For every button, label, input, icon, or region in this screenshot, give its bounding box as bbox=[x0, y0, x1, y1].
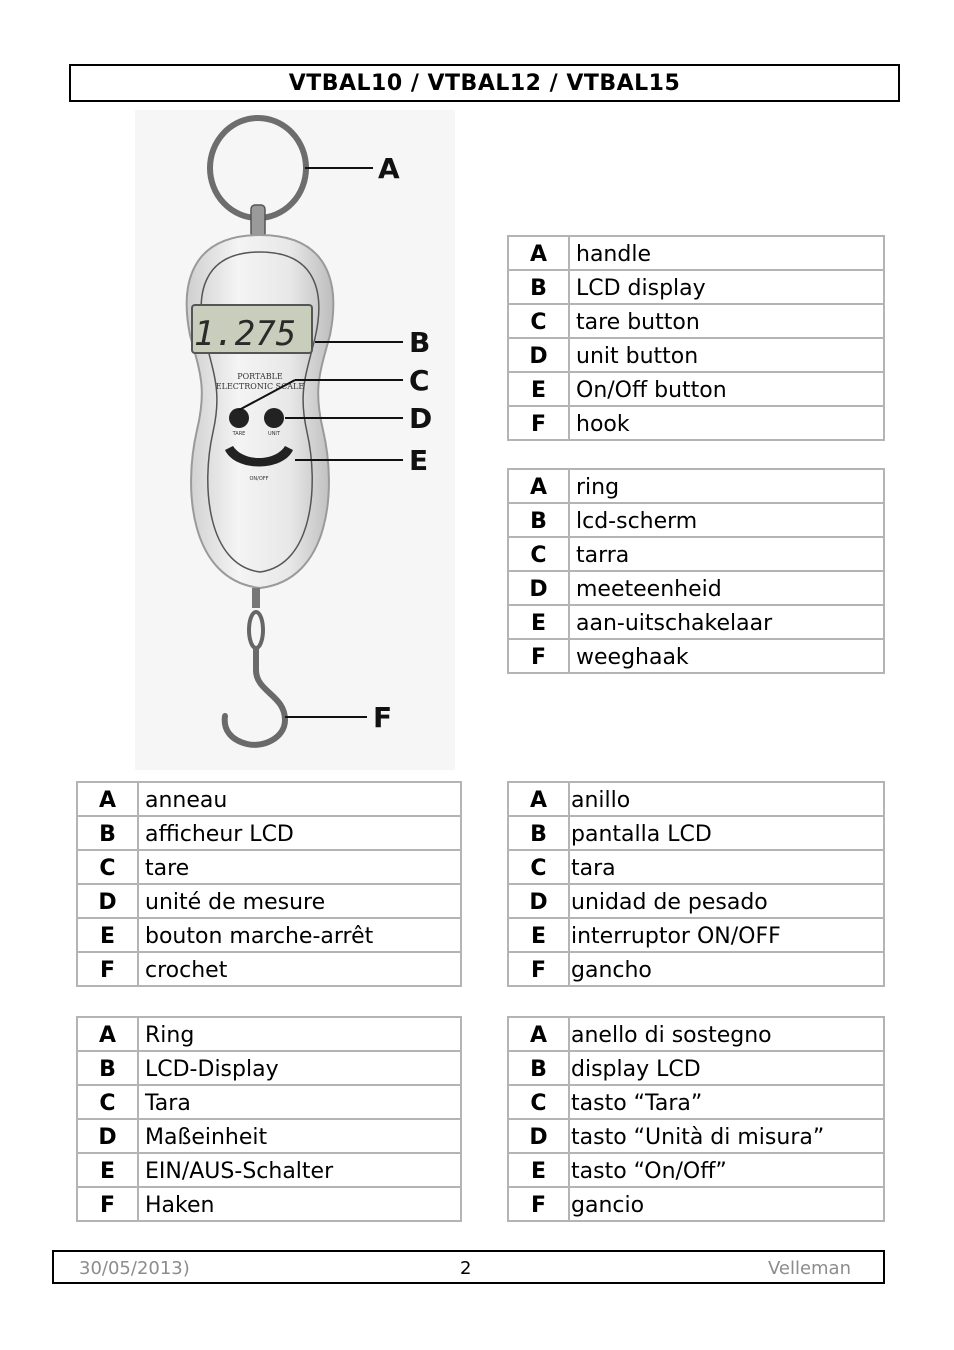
legend-value: ring bbox=[569, 469, 884, 503]
table-row bbox=[77, 1051, 461, 1085]
legend-value: meeteenheid bbox=[569, 571, 884, 605]
legend-key: A bbox=[77, 1017, 138, 1051]
table-row bbox=[508, 1051, 884, 1085]
legend-key: B bbox=[508, 503, 569, 537]
legend-key: C bbox=[508, 304, 569, 338]
table-row bbox=[508, 372, 884, 406]
legend-value: afficheur LCD bbox=[138, 816, 461, 850]
table-row bbox=[508, 1119, 884, 1153]
onoff-button-label: ON/OFF bbox=[249, 476, 269, 482]
legend-table-english bbox=[507, 235, 885, 441]
legend-table-french bbox=[76, 781, 462, 987]
callout-e: E bbox=[409, 444, 429, 477]
legend-key: B bbox=[508, 816, 569, 850]
legend-table-german bbox=[76, 1016, 462, 1222]
legend-key: F bbox=[77, 1187, 138, 1221]
legend-value: tasto “Unità di misura” bbox=[569, 1119, 884, 1153]
legend-value: anillo bbox=[569, 782, 884, 816]
legend-key: B bbox=[508, 270, 569, 304]
legend-key: D bbox=[77, 1119, 138, 1153]
footer-date: 30/05/2013) bbox=[79, 1258, 190, 1279]
scale-body bbox=[187, 235, 334, 588]
table-row bbox=[508, 952, 884, 986]
scale-illustration bbox=[135, 110, 455, 770]
legend-table-spanish bbox=[507, 781, 885, 987]
legend-value: On/Off button bbox=[569, 372, 884, 406]
ring-connector bbox=[251, 205, 265, 237]
legend-key: F bbox=[508, 1187, 569, 1221]
legend-key: D bbox=[508, 1119, 569, 1153]
legend-key: C bbox=[508, 537, 569, 571]
table-row bbox=[77, 782, 461, 816]
legend-key: B bbox=[508, 1051, 569, 1085]
table-row bbox=[77, 884, 461, 918]
table-row bbox=[508, 816, 884, 850]
unit-button-label: UNIT bbox=[268, 431, 280, 437]
legend-key: F bbox=[508, 639, 569, 673]
lcd-reading: 1.275 bbox=[193, 314, 297, 354]
legend-value: Haken bbox=[138, 1187, 461, 1221]
legend-value: gancho bbox=[569, 952, 884, 986]
table-row bbox=[77, 918, 461, 952]
callout-c: C bbox=[409, 364, 430, 397]
table-row bbox=[508, 406, 884, 440]
legend-key: A bbox=[508, 1017, 569, 1051]
legend-key: B bbox=[77, 816, 138, 850]
table-row bbox=[508, 1017, 884, 1051]
footer-page-number: 2 bbox=[460, 1258, 472, 1279]
legend-value: crochet bbox=[138, 952, 461, 986]
tare-button-label: TARE bbox=[232, 431, 246, 437]
legend-key: D bbox=[508, 338, 569, 372]
legend-key: A bbox=[508, 236, 569, 270]
legend-key: C bbox=[508, 1085, 569, 1119]
legend-key: A bbox=[508, 782, 569, 816]
legend-key: E bbox=[508, 1153, 569, 1187]
legend-value: gancio bbox=[569, 1187, 884, 1221]
legend-key: E bbox=[77, 918, 138, 952]
legend-value: aan-uitschakelaar bbox=[569, 605, 884, 639]
legend-key: C bbox=[77, 850, 138, 884]
table-row bbox=[77, 816, 461, 850]
legend-value: unit button bbox=[569, 338, 884, 372]
legend-key: D bbox=[508, 884, 569, 918]
legend-key: D bbox=[508, 571, 569, 605]
table-row bbox=[508, 304, 884, 338]
tare-button bbox=[229, 408, 249, 428]
legend-value: LCD-Display bbox=[138, 1051, 461, 1085]
legend-key: F bbox=[508, 406, 569, 440]
legend-value: tare bbox=[138, 850, 461, 884]
legend-value: LCD display bbox=[569, 270, 884, 304]
legend-value: Tara bbox=[138, 1085, 461, 1119]
device-label-line2: ELECTRONIC SCALE bbox=[215, 382, 305, 391]
table-row bbox=[508, 639, 884, 673]
legend-value: tarra bbox=[569, 537, 884, 571]
legend-key: E bbox=[77, 1153, 138, 1187]
table-row bbox=[508, 503, 884, 537]
table-row bbox=[77, 850, 461, 884]
legend-value: Ring bbox=[138, 1017, 461, 1051]
legend-value: tara bbox=[569, 850, 884, 884]
legend-value: weeghaak bbox=[569, 639, 884, 673]
table-row bbox=[508, 850, 884, 884]
legend-key: D bbox=[77, 884, 138, 918]
table-row bbox=[508, 782, 884, 816]
hook-connector bbox=[252, 588, 260, 608]
table-row bbox=[77, 1153, 461, 1187]
legend-key: E bbox=[508, 605, 569, 639]
legend-key: C bbox=[77, 1085, 138, 1119]
table-row bbox=[508, 1153, 884, 1187]
device-label-line1: PORTABLE bbox=[237, 372, 283, 381]
legend-value: tasto “On/Off” bbox=[569, 1153, 884, 1187]
legend-value: bouton marche-arrêt bbox=[138, 918, 461, 952]
legend-value: display LCD bbox=[569, 1051, 884, 1085]
legend-value: anneau bbox=[138, 782, 461, 816]
legend-value: handle bbox=[569, 236, 884, 270]
legend-value: tasto “Tara” bbox=[569, 1085, 884, 1119]
legend-value: tare button bbox=[569, 304, 884, 338]
legend-table-italian bbox=[507, 1016, 885, 1222]
callout-d: D bbox=[409, 402, 433, 435]
legend-value: EIN/AUS-Schalter bbox=[138, 1153, 461, 1187]
legend-key: F bbox=[508, 952, 569, 986]
legend-key: C bbox=[508, 850, 569, 884]
table-row bbox=[77, 1187, 461, 1221]
legend-key: B bbox=[77, 1051, 138, 1085]
table-row bbox=[508, 1085, 884, 1119]
legend-value: unidad de pesado bbox=[569, 884, 884, 918]
legend-value: hook bbox=[569, 406, 884, 440]
legend-key: F bbox=[77, 952, 138, 986]
legend-key: A bbox=[77, 782, 138, 816]
page-footer bbox=[52, 1250, 885, 1284]
legend-key: A bbox=[508, 469, 569, 503]
legend-key: E bbox=[508, 918, 569, 952]
table-row bbox=[508, 605, 884, 639]
callout-a: A bbox=[378, 152, 400, 185]
table-row bbox=[77, 1085, 461, 1119]
table-row bbox=[77, 952, 461, 986]
page-title: VTBAL10 / VTBAL12 / VTBAL15 bbox=[69, 64, 900, 102]
table-row bbox=[508, 236, 884, 270]
legend-value: unité de mesure bbox=[138, 884, 461, 918]
unit-button bbox=[264, 408, 284, 428]
table-row bbox=[508, 537, 884, 571]
footer-brand: Velleman bbox=[767, 1258, 851, 1279]
callout-b: B bbox=[409, 326, 431, 359]
legend-value: lcd-scherm bbox=[569, 503, 884, 537]
table-row bbox=[508, 571, 884, 605]
legend-value: anello di sostegno bbox=[569, 1017, 884, 1051]
table-row bbox=[77, 1017, 461, 1051]
callout-f: F bbox=[373, 701, 393, 734]
legend-key: E bbox=[508, 372, 569, 406]
table-row bbox=[508, 270, 884, 304]
legend-value: pantalla LCD bbox=[569, 816, 884, 850]
table-row bbox=[508, 469, 884, 503]
table-row bbox=[77, 1119, 461, 1153]
table-row bbox=[508, 1187, 884, 1221]
legend-table-dutch bbox=[507, 468, 885, 674]
legend-value: Maßeinheit bbox=[138, 1119, 461, 1153]
legend-value: interruptor ON/OFF bbox=[569, 918, 884, 952]
table-row bbox=[508, 338, 884, 372]
table-row bbox=[508, 918, 884, 952]
table-row bbox=[508, 884, 884, 918]
